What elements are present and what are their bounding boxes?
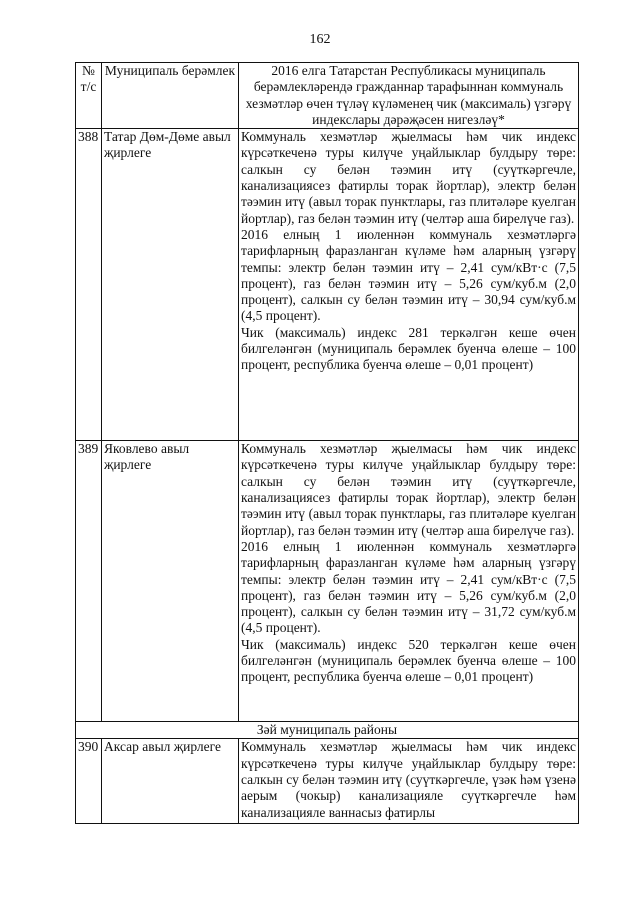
- row-municipality: Аксар авыл җирлеге: [102, 739, 239, 824]
- header-description: 2016 елга Татарстан Республикасы муниципаль берәмлекләрендә гражданнар тарафыннан коммуналь хезмәтләр өчен түләү күләменең чик (максималь) үзгәрү индекслары дәрәҗәсен нигезләү*: [239, 63, 579, 129]
- row-description: [239, 441, 579, 722]
- row-description: [239, 739, 579, 824]
- region-heading: Зәй муниципаль районы: [76, 722, 579, 739]
- table-row: [76, 129, 579, 441]
- description-paragraph: Коммуналь хезмәтләр җыелмасы һәм чик индекс күрсәткеченә туры килүче уңайлыклар булдыру төре: салкын су белән тәэмин итү (суүткәргечле, канализациясез фатирлы торак йортлар), электр белән тәэмин итү (авыл торак пунктлары, газ плитәләре куелган йортлар), газ белән тәэмин итү (челтәр аша бирелүче газ).: [241, 441, 576, 538]
- description-paragraph: 2016 елның 1 июленнән коммуналь хезмәтләргә тарифларның фаразланган күләме һәм аларның үзгәрү темпы: электр белән тәэмин итү – 2,41 сум/кВт·с (7,5 процент), газ белән тәэмин итү – 5,26 сум/куб.м (2,0 процент), салкын су белән тәэмин итү – 31,72 сум/куб.м (4,5 процент).: [241, 538, 576, 636]
- description-paragraph: Коммуналь хезмәтләр җыелмасы һәм чик индекс күрсәткеченә туры килүче уңайлыклар булдыру төре: салкын су белән тәэмин итү (суүткәргечле, канализациясез фатирлы торак йортлар), электр белән тәэмин итү (авыл торак пунктлары, газ плитәләре куелган йортлар), газ белән тәэмин итү (челтәр аша бирелүче газ).: [241, 129, 576, 226]
- row-municipality: Татар Дөм-Дөме авыл җирлеге: [102, 129, 239, 441]
- description-paragraph: Чик (максималь) индекс 281 теркәлгән кеше өчен билгеләнгән (муниципаль берәмлек буенча өлеше – 100 процент, республика буенча өлеше – 0,01 процент): [241, 324, 576, 373]
- header-number: № т/с: [76, 63, 102, 129]
- row-number: 388: [76, 129, 102, 441]
- row-description: [239, 129, 579, 441]
- row-number: 390: [76, 739, 102, 824]
- header-municipality: Муниципаль берәмлек: [102, 63, 239, 129]
- row-municipality: Яковлево авыл җирлеге: [102, 441, 239, 722]
- description-paragraph: Чик (максималь) индекс 520 теркәлгән кеше өчен билгеләнгән (муниципаль берәмлек буенча өлеше – 100 процент, республика буенча өлеше – 0,01 процент): [241, 636, 576, 685]
- region-row: [76, 722, 579, 739]
- description-paragraph: Коммуналь хезмәтләр җыелмасы һәм чик индекс күрсәткеченә туры килүче уңайлыклар булдыру төре: салкын су белән тәэмин итү (суүткәргечле, үзәк һәм үзенә аерым (чокыр) канализацияле суүткәргечле һәм канализацияле ваннасыз фатирлы: [241, 739, 576, 820]
- table-row: [76, 441, 579, 722]
- table-row: [76, 739, 579, 824]
- tariff-index-table: [75, 62, 579, 824]
- table-header-row: [76, 63, 579, 129]
- row-number: 389: [76, 441, 102, 722]
- description-paragraph: 2016 елның 1 июленнән коммуналь хезмәтләргә тарифларның фаразланган күләме һәм аларның үзгәрү темпы: электр белән тәэмин итү – 2,41 сум/кВт·с (7,5 процент), газ белән тәэмин итү – 5,26 сум/куб.м (2,0 процент), салкын су белән тәэмин итү – 30,94 сум/куб.м (4,5 процент).: [241, 226, 576, 324]
- page-number: 162: [309, 32, 331, 47]
